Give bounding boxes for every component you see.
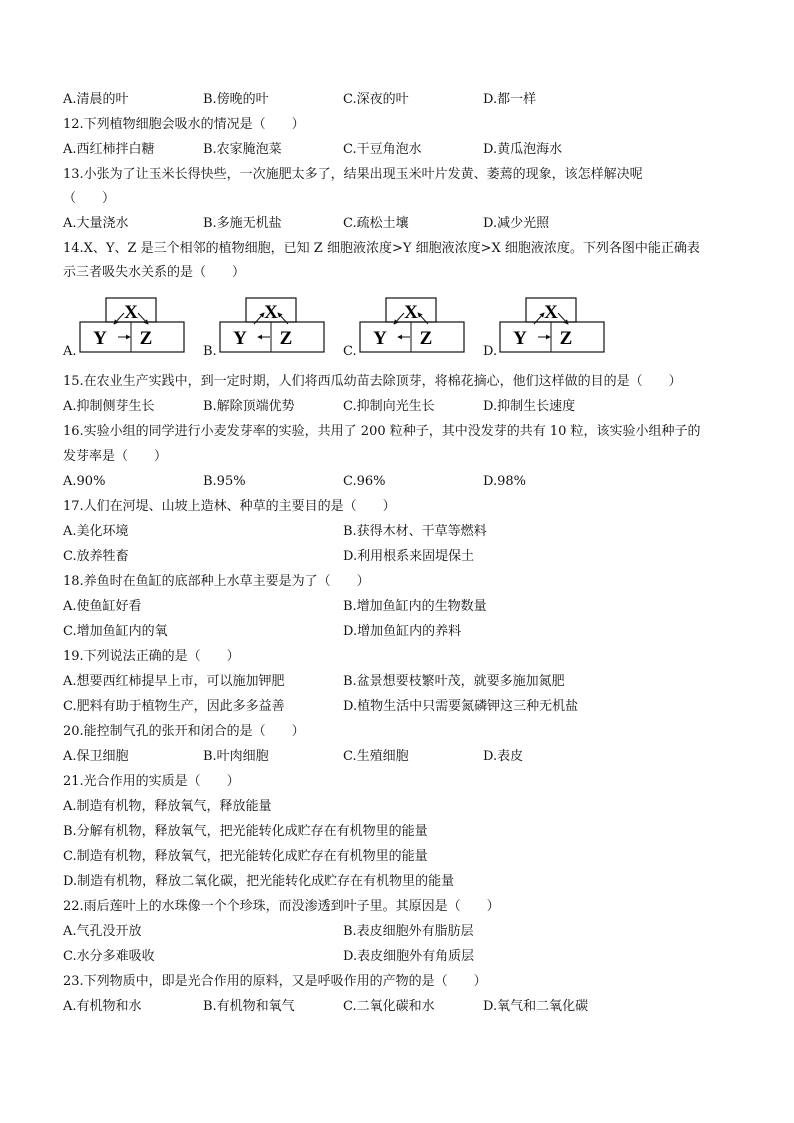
q18-option-d[interactable]: D.增加鱼缸内的养料 [343, 624, 462, 639]
q21-option-b[interactable]: B.分解有机物，释放氧气，把光能转化成贮存在有机物里的能量 [63, 824, 428, 839]
q21-option-a[interactable]: A.制造有机物，释放氧气，释放能量 [63, 799, 272, 814]
q22-option-a[interactable]: A.气孔没开放 [63, 924, 142, 939]
question-16: 16.实验小组的同学进行小麦发芽率的实验，共用了 200 粒种子，其中没发芽的共有 10 粒，该实验小组种子的 [63, 424, 701, 439]
q17-option-a[interactable]: A.美化环境 [63, 524, 129, 539]
q18-option-c[interactable]: C.增加鱼缸内的氧 [63, 624, 168, 639]
q11-option-b[interactable]: B.傍晚的叶 [203, 92, 269, 107]
cell-z: Z [419, 328, 433, 349]
q16-option-d[interactable]: D.98% [483, 474, 526, 489]
q14-option-b-label[interactable]: B. [203, 344, 217, 359]
q21-option-c[interactable]: C.制造有机物，释放氧气，把光能转化成贮存在有机物里的能量 [63, 849, 428, 864]
q12-option-d[interactable]: D.黄瓜泡海水 [483, 142, 563, 157]
q11-option-d[interactable]: D.都一样 [483, 92, 537, 107]
q23-option-b[interactable]: B.有机物和氧气 [203, 999, 295, 1014]
cell-x: X [544, 302, 558, 323]
question-18: 18.养鱼时在鱼缸的底部种上水草主要是为了（ ） [63, 574, 370, 589]
q20-option-b[interactable]: B.叶肉细胞 [203, 749, 269, 764]
q14-diagram-a[interactable] [78, 296, 188, 358]
cell-z: Z [139, 328, 153, 349]
question-13: 13.小张为了让玉米长得快些，一次施肥太多了，结果出现玉米叶片发黄、萎蔫的现象，该怎样解决呢 [63, 167, 643, 182]
cell-x: X [404, 302, 418, 323]
question-21: 21.光合作用的实质是（ ） [63, 774, 240, 789]
question-22: 22.雨后莲叶上的水珠像一个个珍珠，而没渗透到叶子里。其原因是（ ） [63, 899, 500, 914]
q18-option-b[interactable]: B.增加鱼缸内的生物数量 [343, 599, 487, 614]
q12-option-a[interactable]: A.西红柿拌白糖 [63, 142, 155, 157]
cell-y: Y [93, 328, 107, 349]
q12-option-b[interactable]: B.农家腌泡菜 [203, 142, 282, 157]
q17-option-b[interactable]: B.获得木材、干草等燃料 [343, 524, 487, 539]
q15-option-d[interactable]: D.抑制生长速度 [483, 399, 576, 414]
question-19: 19.下列说法正确的是（ ） [63, 649, 240, 664]
q12-option-c[interactable]: C.干豆角泡水 [343, 142, 422, 157]
cell-z: Z [559, 328, 573, 349]
cell-y: Y [513, 328, 527, 349]
question-23: 23.下列物质中，即是光合作用的原料，又是呼吸作用的产物的是（ ） [63, 974, 487, 989]
q19-option-d[interactable]: D.植物生活中只需要氮磷钾这三种无机盐 [343, 699, 579, 714]
q16-option-b[interactable]: B.95% [203, 474, 246, 489]
question-12: 12.下列植物细胞会吸水的情况是（ ） [63, 117, 305, 132]
q23-option-d[interactable]: D.氧气和二氧化碳 [483, 999, 589, 1014]
q14-diagram-c[interactable] [358, 296, 468, 358]
q13-option-c[interactable]: C.疏松土壤 [343, 216, 409, 231]
q19-option-b[interactable]: B.盆景想要枝繁叶茂，就要多施加氮肥 [343, 674, 565, 689]
q14-option-d-label[interactable]: D. [483, 344, 498, 359]
q14-option-c-label[interactable]: C. [343, 344, 357, 359]
q22-option-c[interactable]: C.水分多难吸收 [63, 949, 155, 964]
q11-option-a[interactable]: A.清晨的叶 [63, 92, 129, 107]
cell-y: Y [373, 328, 387, 349]
q15-option-c[interactable]: C.抑制向光生长 [343, 399, 435, 414]
q16-option-c[interactable]: C.96% [343, 474, 386, 489]
cell-x: X [264, 302, 278, 323]
question-17: 17.人们在河堤、山坡上造林、种草的主要目的是（ ） [63, 499, 396, 514]
q20-option-c[interactable]: C.生殖细胞 [343, 749, 409, 764]
q15-option-a[interactable]: A.抑制侧芽生长 [63, 399, 155, 414]
q18-option-a[interactable]: A.使鱼缸好看 [63, 599, 142, 614]
q13-option-d[interactable]: D.减少光照 [483, 216, 550, 231]
q16-option-a[interactable]: A.90% [63, 474, 106, 489]
q13-option-b[interactable]: B.多施无机盐 [203, 216, 282, 231]
q21-option-d[interactable]: D.制造有机物，释放二氧化碳，把光能转化成贮存在有机物里的能量 [63, 874, 455, 889]
q20-option-d[interactable]: D.表皮 [483, 749, 524, 764]
question-16-cont: 发芽率是（ ） [63, 449, 168, 464]
q11-option-c[interactable]: C.深夜的叶 [343, 92, 409, 107]
cell-x: X [124, 302, 138, 323]
question-14: 14.X、Y、Z 是三个相邻的植物细胞，已知 Z 细胞液浓度>Y 细胞液浓度>X 细胞液浓度。下列各图中能正确表 [63, 241, 700, 256]
q15-option-b[interactable]: B.解除顶端优势 [203, 399, 295, 414]
q14-option-a-label[interactable]: A. [63, 344, 77, 359]
cell-y: Y [233, 328, 247, 349]
cell-z: Z [279, 328, 293, 349]
question-14-cont: 示三者吸失水关系的是（ ） [63, 265, 246, 280]
q13-option-a[interactable]: A.大量浇水 [63, 216, 129, 231]
q23-option-a[interactable]: A.有机物和水 [63, 999, 142, 1014]
question-15: 15.在农业生产实践中，到一定时期，人们将西瓜幼苗去除顶芽，将棉花摘心，他们这样做的目的是（ ） [63, 374, 682, 389]
q14-diagram-b[interactable] [218, 296, 328, 358]
q20-option-a[interactable]: A.保卫细胞 [63, 749, 129, 764]
q19-option-c[interactable]: C.肥料有助于植物生产，因此多多益善 [63, 699, 285, 714]
q22-option-b[interactable]: B.表皮细胞外有脂肪层 [343, 924, 474, 939]
q19-option-a[interactable]: A.想要西红柿提早上市，可以施加钾肥 [63, 674, 285, 689]
q23-option-c[interactable]: C.二氧化碳和水 [343, 999, 435, 1014]
q22-option-d[interactable]: D.表皮细胞外有角质层 [343, 949, 475, 964]
question-13-blank: （ ） [63, 191, 116, 206]
question-20: 20.能控制气孔的张开和闭合的是（ ） [63, 724, 305, 739]
q17-option-d[interactable]: D.利用根系来固堤保土 [343, 549, 475, 564]
q17-option-c[interactable]: C.放养牲畜 [63, 549, 129, 564]
q14-diagram-d[interactable] [498, 296, 608, 358]
